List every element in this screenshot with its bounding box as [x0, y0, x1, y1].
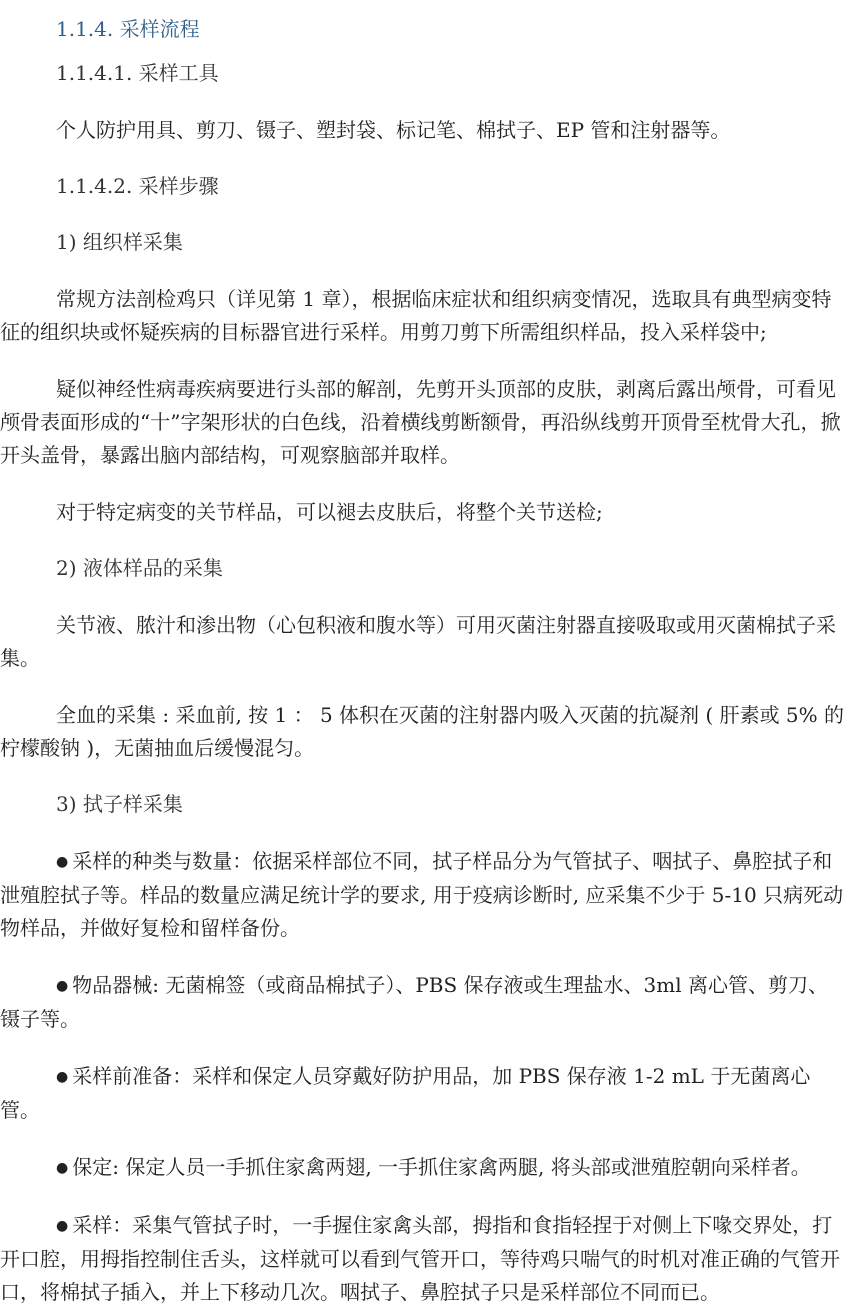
tissue-paragraph-3: [0, 496, 846, 529]
swab-text-4: 保定: 保定人员一手抓住家禽两翅, 一手抓住家禽两腿, 将头部或泄殖腔朝向采样者。: [72, 1155, 811, 1179]
bullet-icon: ●: [56, 978, 69, 994]
bullet-icon: ●: [56, 1069, 69, 1085]
swab-heading: 3) 拭子样采集: [56, 792, 183, 816]
bullet-icon: ●: [56, 854, 69, 870]
fluid-text-1: 关节液、脓汁和渗出物（心包积液和腹水等）可用灭菌注射器直接吸取或用灭菌棉拭子采集。: [0, 613, 836, 670]
tools-paragraph: [0, 114, 846, 147]
swab-text-3: 采样前准备：采样和保定人员穿戴好防护用品，加 PBS 保存液 1-2 mL 于无菌离心管。: [0, 1064, 811, 1122]
fluid-text-2: 全血的采集 : 采血前, 按 1 ： 5 体积在灭菌的注射器内吸入灭菌的抗凝剂 ( 肝素或 5% 的柠檬酸钠 )，无菌抽血后缓慢混匀。: [0, 703, 845, 760]
fluid-paragraph-1: [0, 609, 846, 675]
swab-text-5: 采样：采集气管拭子时，一手握住家禽头部，拇指和食指轻捏于对侧上下喙交界处，打开口腔，用拇指控制住舌头，这样就可以看到气管开口，等待鸡只喘气的时机对准正确的气管开口，将棉拭子插入，并上下移动几次。咽拭子、鼻腔拭子只是采样部位不同而已。: [0, 1213, 840, 1304]
swab-bullet-2: [0, 969, 846, 1036]
swab-bullet-3: [0, 1060, 846, 1127]
tools-heading: 1.1.4.1. 采样工具: [56, 61, 219, 85]
swab-bullet-5: [0, 1209, 846, 1309]
swab-text-1: 采样的种类与数量：依据采样部位不同，拭子样品分为气管拭子、咽拭子、鼻腔拭子和泄殖腔拭子等。样品的数量应满足统计学的要求, 用于疫病诊断时, 应采集不少于 5-10 只病死动物样品，并做好复检和留样备份。: [0, 849, 844, 940]
tissue-paragraph-2: [0, 373, 846, 472]
fluid-paragraph-2: [0, 699, 846, 765]
fluid-heading: 2) 液体样品的采集: [56, 556, 223, 580]
swab-bullet-4: [0, 1151, 846, 1185]
tissue-heading: 1) 组织样采集: [56, 230, 183, 254]
tissue-text-3: 对于特定病变的关节样品，可以褪去皮肤后，将整个关节送检;: [56, 500, 603, 524]
section-heading: 1.1.4. 采样流程: [56, 17, 200, 41]
tissue-text-2: 疑似神经性病毒疾病要进行头部的解剖，先剪开头顶部的皮肤，剥离后露出颅骨，可看见颅骨表面形成的“十”字架形状的白色线，沿着横线剪断额骨，再沿纵线剪开顶骨至枕骨大孔，掀开头盖骨，暴露出脑内部结构，可观察脑部并取样。: [0, 377, 841, 467]
bullet-icon: ●: [56, 1160, 69, 1176]
tissue-paragraph-1: [0, 283, 846, 349]
swab-text-2: 物品器械: 无菌棉签（或商品棉拭子）、PBS 保存液或生理盐水、3ml 离心管、剪刀、镊子等。: [0, 973, 828, 1031]
steps-heading: 1.1.4.2. 采样步骤: [56, 174, 219, 198]
swab-bullet-1: [0, 845, 846, 945]
tools-text: 个人防护用具、剪刀、镊子、塑封袋、标记笔、棉拭子、EP 管和注射器等。: [56, 118, 731, 142]
bullet-icon: ●: [56, 1218, 69, 1234]
tissue-text-1: 常规方法剖检鸡只（详见第 1 章），根据临床症状和组织病变情况，选取具有典型病变特征的组织块或怀疑疾病的目标器官进行采样。用剪刀剪下所需组织样品，投入采样袋中;: [0, 287, 832, 344]
